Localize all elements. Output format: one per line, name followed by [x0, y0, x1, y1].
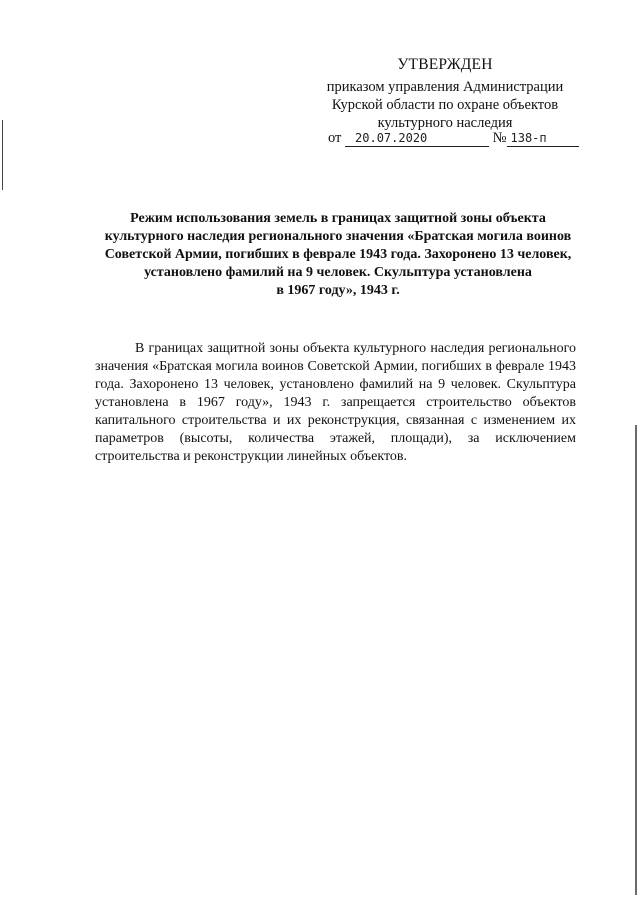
title-line-5: в 1967 году», 1943 г.	[276, 283, 400, 298]
title-line-2: культурного наследия регионального значения «Братская могила воинов	[104, 229, 572, 244]
scan-edge-mark-left	[2, 120, 3, 190]
title-line-3: Советской Армии, погибших в феврале 1943 года. Захоронено 13 человек,	[104, 247, 572, 262]
title-line-1: Режим использования земель в границах защитной зоны объекта	[130, 211, 546, 226]
document-title	[88, 210, 588, 300]
order-number-field: 138-п	[507, 131, 579, 147]
body-paragraph: В границах защитной зоны объекта культурного наследия регионального значения «Братская могила воинов Советской Армии, погибших в феврале 1943 года. Захоронено 13 человек, установлено фамилий на 9 человек. Скульптура установлена в 1967 году», 1943 г. запрещается строительство объектов капитального строительства и их реконструкция, связанная с изменением их параметров (высоты, количества этажей, площади), за исключением строительства и реконструкции линейных объектов.	[95, 341, 576, 464]
scan-edge-mark-right	[635, 425, 637, 895]
approval-line-2: Курской области по охране объектов	[331, 97, 559, 113]
approval-line-1: приказом управления Администрации	[326, 79, 564, 95]
approval-line-3: культурного наследия	[377, 115, 513, 131]
date-prefix: от	[328, 130, 342, 146]
number-prefix: №	[492, 130, 507, 146]
order-date-number-line	[328, 130, 579, 147]
order-date-field: 20.07.2020	[345, 131, 489, 147]
approval-block	[300, 56, 590, 132]
title-line-4: установлено фамилий на 9 человек. Скульптура установлена	[144, 265, 532, 280]
approval-heading: УТВЕРЖДЕН	[397, 56, 493, 73]
